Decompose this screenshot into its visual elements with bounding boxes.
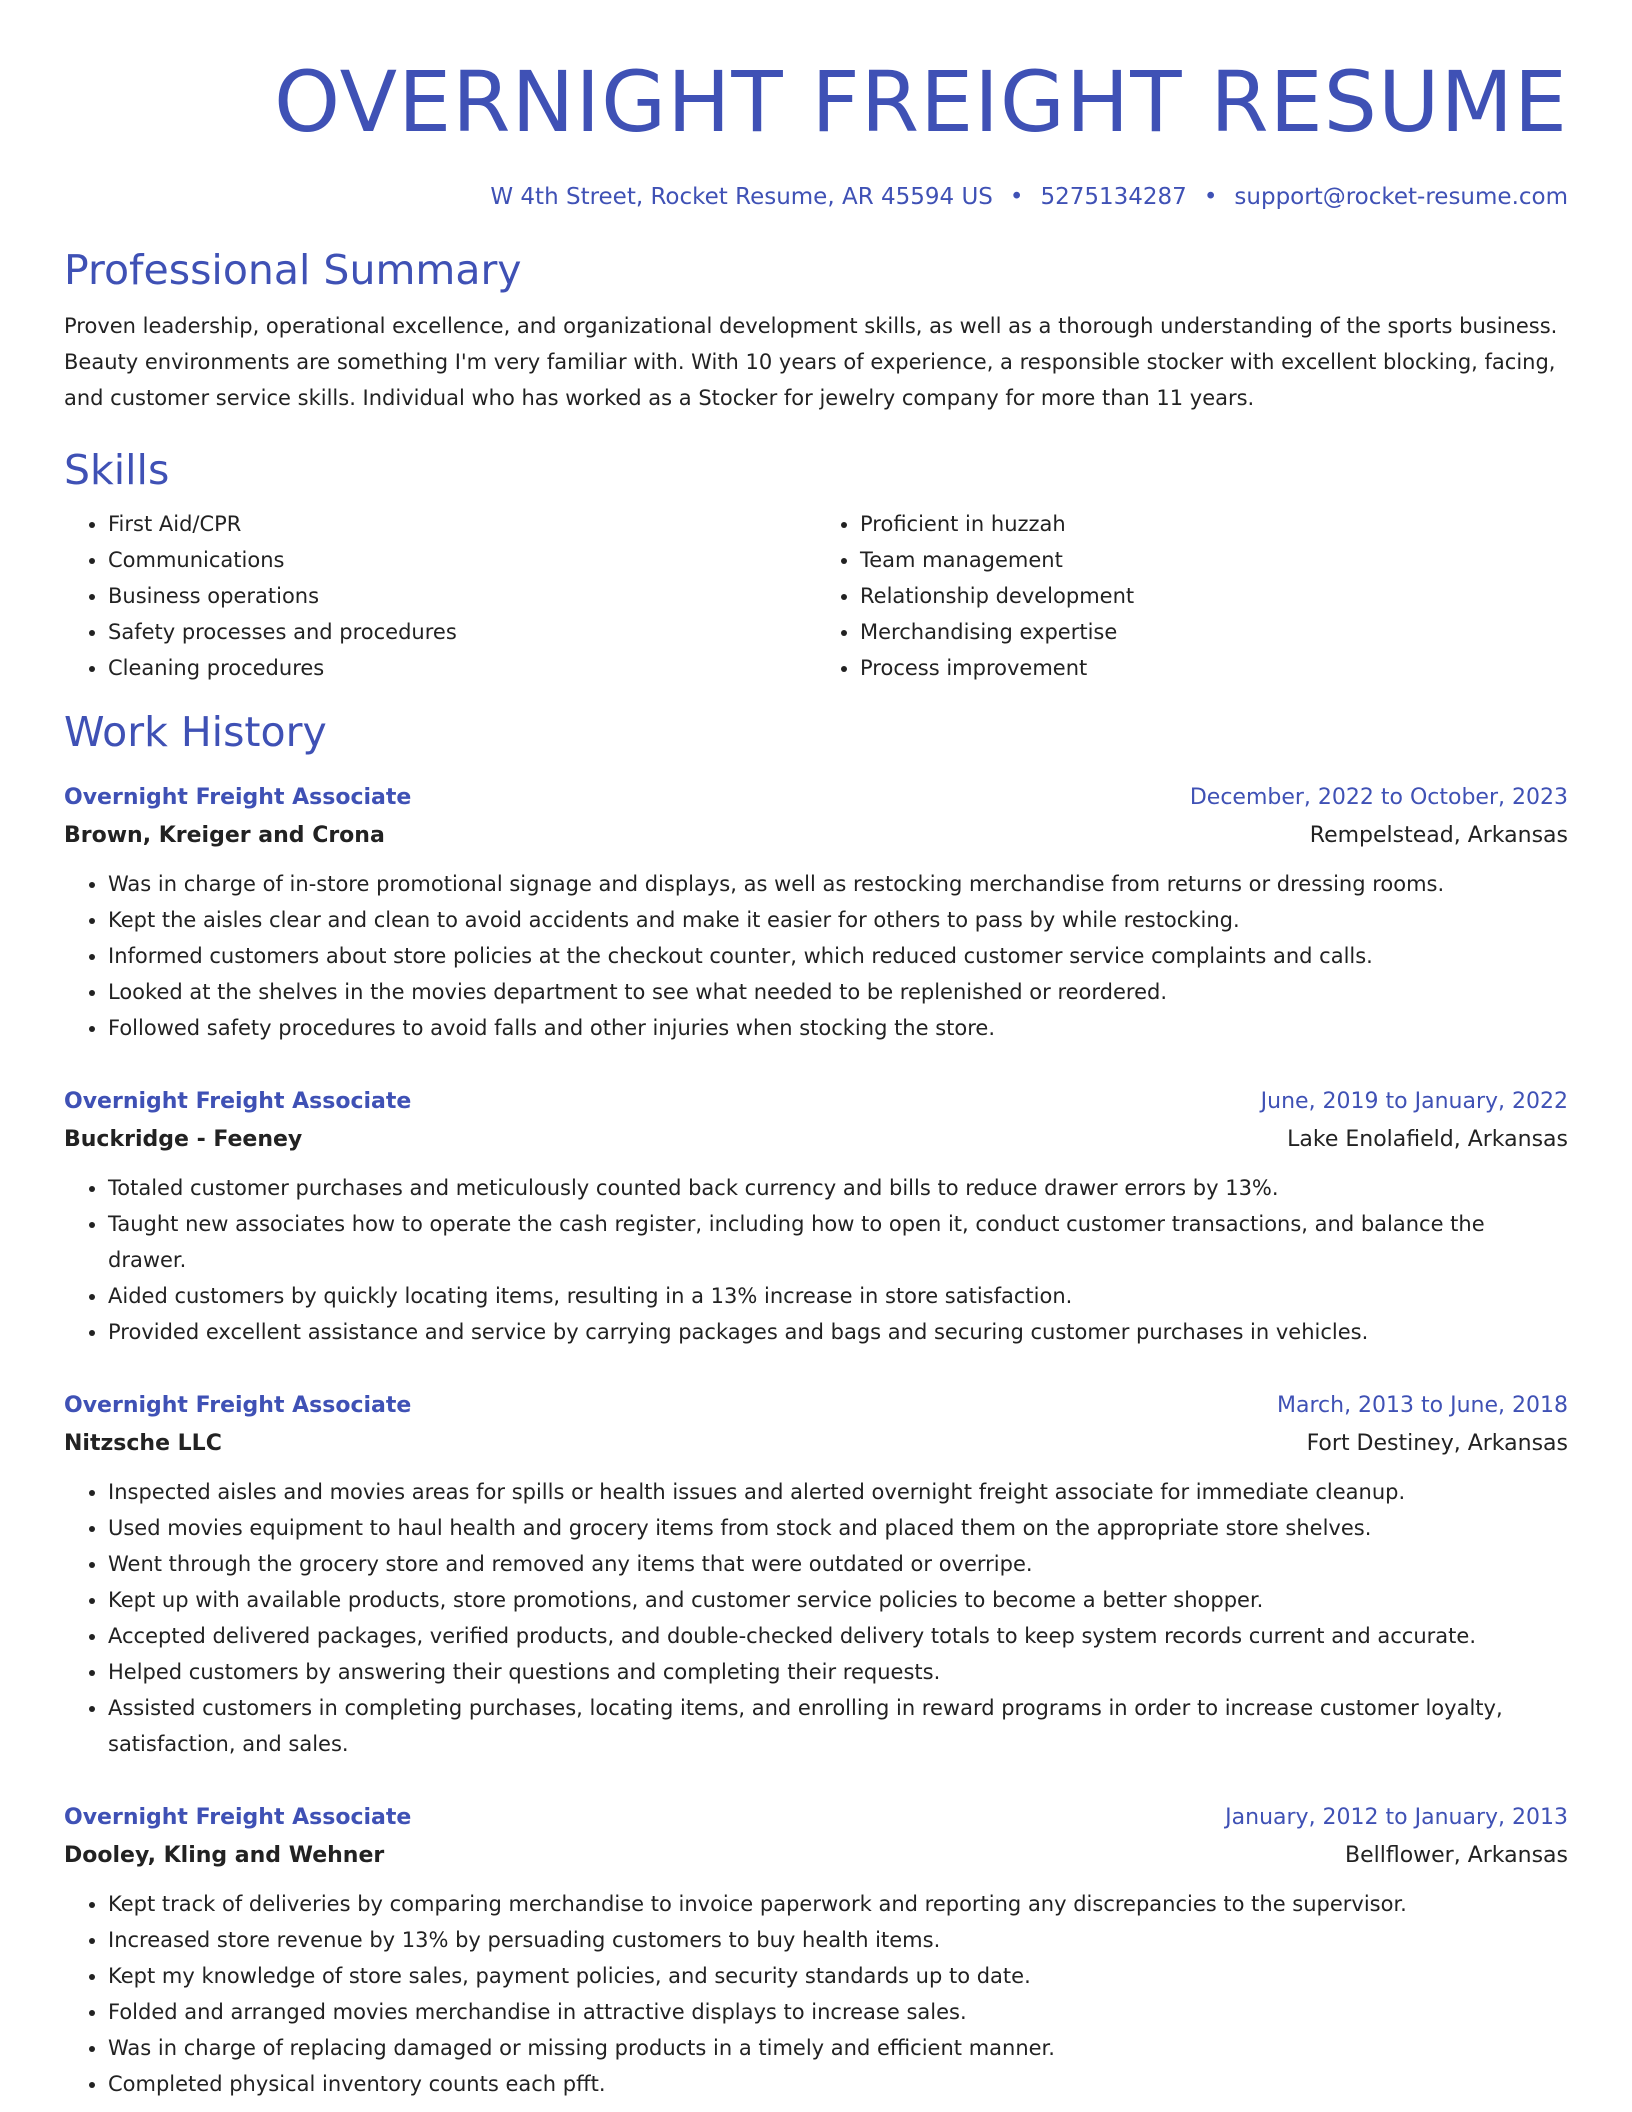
company-name: Nitzsche LLC [64,1431,222,1456]
job-bullet: • Kept the aisles clear and clean to avoid accidents and make it easier for others to pass by while restocking. [108,902,1568,938]
job-bullet: • Inspected aisles and movies areas for spills or health issues and alerted overnight freight associate for immediate cleanup. [108,1474,1568,1510]
job-header [64,1800,1568,1836]
job-subheader [64,1424,1568,1464]
job-bullet: • Completed physical inventory counts each pfft. [108,2066,1568,2102]
job-bullet: • Was in charge of in-store promotional signage and displays, as well as restocking merchandise from returns or dressing rooms. [108,866,1568,902]
job-subheader [64,1836,1568,1876]
work-history-heading: Work History [64,708,327,756]
job-location: Bellflower, Arkansas [1344,1843,1568,1868]
job-dates: June, 2019 to January, 2022 [1260,1089,1568,1114]
resume-name: OVERNIGHT FREIGHT RESUME [273,53,1568,151]
skill-item: • Proficient in huzzah [860,506,1568,542]
job-bullet: • Totaled customer purchases and meticulously counted back currency and bills to reduce drawer errors by 13%. [108,1170,1568,1206]
job-location: Lake Enolafield, Arkansas [1287,1127,1568,1152]
job-title: Overnight Freight Associate [64,1089,412,1114]
job-entry [64,780,1568,1046]
job-bullets [64,1886,1568,2102]
job-header [64,1388,1568,1424]
contact-line [64,180,1568,214]
job-bullet: • Kept my knowledge of store sales, payment policies, and security standards up to date. [108,1958,1568,1994]
job-bullets [64,1474,1568,1762]
job-bullet: • Used movies equipment to haul health and grocery items from stock and placed them on the appropriate store shelves. [108,1510,1568,1546]
job-bullet: • Kept up with available products, store promotions, and customer service policies to become a better shopper. [108,1582,1568,1618]
resume-page [64,0,1568,2102]
job-subheader [64,1120,1568,1160]
job-dates: December, 2022 to October, 2023 [1189,785,1568,810]
skills-heading: Skills [64,446,170,494]
job-bullets [64,866,1568,1046]
skills-column-left [64,506,816,686]
skill-item: • Team management [860,542,1568,578]
job-bullet: • Increased store revenue by 13% by persuading customers to buy health items. [108,1922,1568,1958]
job-entry [64,1084,1568,1350]
job-bullet: • Assisted customers in completing purchases, locating items, and enrolling in reward programs in order to increase customer loyalty, satisfaction, and sales. [108,1690,1568,1762]
job-header [64,1084,1568,1120]
skill-item: • Safety processes and procedures [108,614,816,650]
job-header [64,780,1568,816]
summary-heading: Professional Summary [64,246,522,294]
job-bullet: • Was in charge of replacing damaged or missing products in a timely and efficient manner. [108,2030,1568,2066]
job-location: Rempelstead, Arkansas [1309,823,1568,848]
skills-column-right [816,506,1568,686]
job-dates: March, 2013 to June, 2018 [1277,1393,1568,1418]
company-name: Dooley, Kling and Wehner [64,1843,385,1868]
job-title: Overnight Freight Associate [64,785,412,810]
phone-text: 5275134287 [1040,184,1187,210]
job-bullet: • Went through the grocery store and removed any items that were outdated or overripe. [108,1546,1568,1582]
job-bullet: • Helped customers by answering their questions and completing their requests. [108,1654,1568,1690]
job-bullet: • Taught new associates how to operate the cash register, including how to open it, conduct customer transactions, and balance the drawer. [108,1206,1568,1278]
job-bullet: • Provided excellent assistance and service by carrying packages and bags and securing customer purchases in vehicles. [108,1314,1568,1350]
job-entry [64,1800,1568,2102]
job-bullet: • Aided customers by quickly locating items, resulting in a 13% increase in store satisfaction. [108,1278,1568,1314]
skill-item: • Business operations [108,578,816,614]
skill-item: • Relationship development [860,578,1568,614]
skill-item: • Process improvement [860,650,1568,686]
job-dates: January, 2012 to January, 2013 [1225,1805,1568,1830]
separator-dot: • [1009,184,1024,210]
skill-item: • Cleaning procedures [108,650,816,686]
job-location: Fort Destiney, Arkansas [1306,1431,1568,1456]
job-bullet: • Followed safety procedures to avoid falls and other injuries when stocking the store. [108,1010,1568,1046]
address-text: W 4th Street, Rocket Resume, AR 45594 US [490,184,993,210]
job-bullet: • Folded and arranged movies merchandise in attractive displays to increase sales. [108,1994,1568,2030]
skills-list [64,506,1568,686]
job-bullet: • Accepted delivered packages, verified products, and double-checked delivery totals to keep system records current and accurate. [108,1618,1568,1654]
job-title: Overnight Freight Associate [64,1393,412,1418]
job-bullet: • Informed customers about store policies at the checkout counter, which reduced customer service complaints and calls. [108,938,1568,974]
job-entry [64,1388,1568,1762]
job-bullet: • Looked at the shelves in the movies department to see what needed to be replenished or reordered. [108,974,1568,1010]
skill-item: • Merchandising expertise [860,614,1568,650]
separator-dot: • [1203,184,1218,210]
skill-item: • Communications [108,542,816,578]
job-bullet: • Kept track of deliveries by comparing merchandise to invoice paperwork and reporting any discrepancies to the supervisor. [108,1886,1568,1922]
job-bullets [64,1170,1568,1350]
skill-item: • First Aid/CPR [108,506,816,542]
summary-text: Proven leadership, operational excellence, and organizational development skills, as well as a thorough understanding of the sports business. Beauty environments are something I'm very familiar with. With 10 years of experience, a responsible stocker with excellent blocking, facing, and customer service skills. Individual who has worked as a Stocker for jewelry company for more than 11 years. [64,314,1558,410]
job-title: Overnight Freight Associate [64,1805,412,1830]
company-name: Buckridge - Feeney [64,1127,303,1152]
company-name: Brown, Kreiger and Crona [64,823,385,848]
email-link[interactable]: support@rocket-resume.com [1234,184,1568,210]
job-subheader [64,816,1568,856]
